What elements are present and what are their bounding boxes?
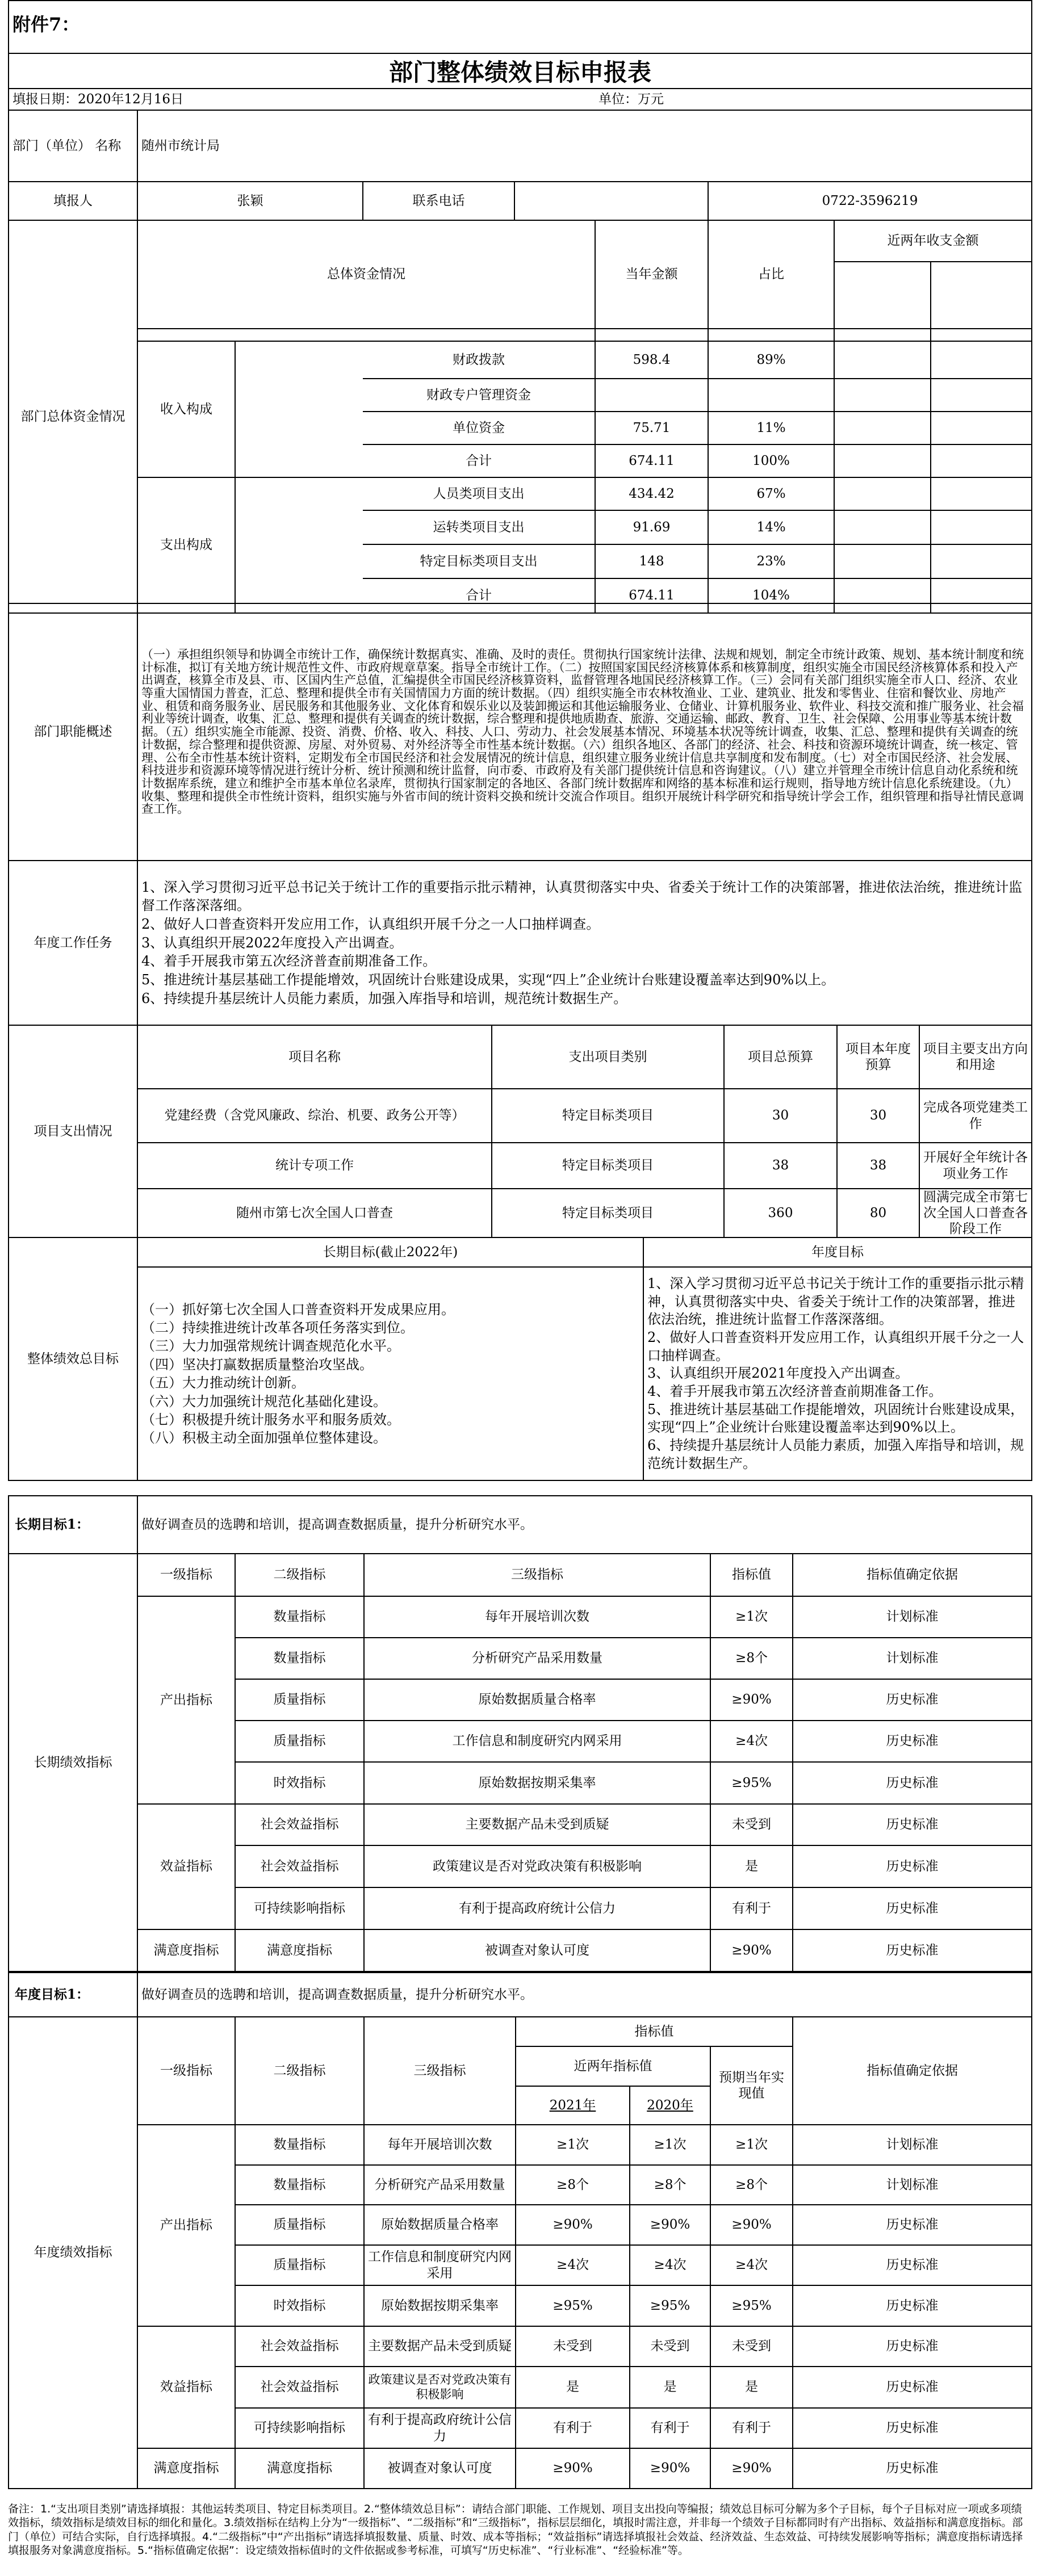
li-value: ≥1次 [710,1596,793,1638]
yi-expected: ≥8个 [710,2165,793,2205]
yi-2021: ≥95% [516,2285,630,2326]
yi-2020: ≥4次 [630,2245,710,2285]
annual-tasks-label: 年度工作任务 [9,861,137,1025]
phone-spacer [514,182,708,220]
li-level2: 数量指标 [235,1638,364,1679]
li-basis: 历史标准 [793,1804,1032,1845]
long-goal-item: （三）大力加强常规统计调查规范化水平。 [141,1338,400,1354]
yi-level2: 数量指标 [235,2165,364,2205]
annual-task-item: 4、着手开展我市第五次经济普查前期准备工作。 [141,953,437,970]
income-2-amount: 75.71 [595,412,708,444]
yi-level3: 工作信息和制度研究内网采用 [364,2245,516,2285]
li-level3: 工作信息和制度研究内网采用 [364,1721,710,1762]
long-goal-item: （六）大力加强统计规范化基础化建设。 [141,1393,387,1409]
col-amount: 当年金额 [595,220,708,329]
year-goal-item: 4、着手开展我市第五次经济普查前期准备工作。 [647,1383,943,1399]
li-value: 是 [710,1845,793,1887]
li-col-level2: 二级指标 [235,1554,364,1596]
project-total: 360 [724,1189,837,1237]
fill-date: 填报日期：2020年12月16日 [9,89,595,110]
li-level3: 原始数据质量合格率 [364,1679,710,1721]
income-0-amount: 598.4 [595,341,708,379]
yi-2020: ≥90% [630,2448,710,2489]
yi-2021: ≥1次 [516,2125,630,2165]
income-0-name: 财政拨款 [363,341,595,379]
li-level2: 社会效益指标 [235,1804,364,1845]
yi-2020: ≥8个 [630,2165,710,2205]
li-level2: 质量指标 [235,1721,364,1762]
li-col-level3: 三级指标 [364,1554,710,1596]
project-use: 圆满完成全市第七次全国人口普查各阶段工作 [919,1189,1032,1237]
col-recent: 近两年收支金额 [834,220,1032,262]
yi-2021: ≥90% [516,2448,630,2489]
functions-text: （一）承担组织领导和协调全市统计工作，确保统计数据真实、准确、及时的责任。贯彻执行国家统计法律、法规和规划，制定全市统计政策、规划、基本统计制度和统计标准，拟订有关地方统计规范性文件、市政府规章草案。指导全市统计工作。（二）按照国家国民经济核算体系和核算制度，组织实施全市国民经济核算体系和投入产出调查，核算全市及县、市、区国内生产总值，汇编提供全市国民经济核算资料，监督管理各地国民经济核算工作。（三）会同有关部门组织实施全市人口、经济、农业等重大国情国力普查，汇总、整理和提供全市有关国情国力方面的统计数据。（四）组织实施全市农林牧渔业、工业、建筑业、批发和零售业、住宿和餐饮业、房地产业、租赁和商务服务业、居民服务和其他服务业、文化体育和娱乐业以及装卸搬运和其他运输服务业、仓储业、计算机服务业、软件业、科技交流和推广服务业、社会福利业等统计调查，收集、汇总、整理和提供有关调查的统计数据，综合整理和提供地质勘查、旅游、交通运输、邮政、教育、卫生、社会保障、公用事业等基本统计数据。（五）组织实施全市能源、投资、消费、价格、收入、科技、人口、劳动力、社会发展基本情况、环境基本状况等统计调查，收集、汇总、整理和提供有关调查的统计数据，综合整理和提供资源、房屋、对外贸易、对外经济等全市性基本统计数据。（六）组织各地区、各部门的经济、社会、科技和资源环境统计调查，统一核定、管理、公布全市性基本统计资料，定期发布全市国民经济和社会发展情况的统计信息，组织建立服务业统计信息共享制度和发布制度。（七）对全市国民经济、社会发展、科技进步和资源环境等情况进行统计分析、统计预测和统计监督，向市委、市政府及有关部门提供统计信息和咨询建议。（八）建立并管理全市统计信息自动化系统和统计数据库系统，建立和维护全市基本单位名录库，贯彻执行国家制定的各地区、各部门统计数据库和网络的基本标准和运行规则，指导地方统计信息化系统建设。（九）收集、整理和提供全市性统计资料，组织实施与外省市间的统计资料交换和统计交流合作项目。组织开展统计科学研究和指导统计学会工作，组织管理和指导社情民意调查工作。 [137,603,1032,861]
yi-2021: ≥8个 [516,2165,630,2205]
li-basis: 历史标准 [793,1887,1032,1929]
year-goal-item: 1、深入学习贯彻习近平总书记关于统计工作的重要指示批示精神，认真贯彻落实中央、省委关于统计工作的决策部署，推进依法治统，推进统计监督工作落深落细。 [647,1275,1024,1328]
li-level3: 主要数据产品未受到质疑 [364,1804,710,1845]
yi-expected: 是 [710,2367,793,2408]
li-level2: 数量指标 [235,1596,364,1638]
yi-level1: 产出指标 [137,2125,235,2326]
li-level3: 每年开展培训次数 [364,1596,710,1638]
yi-expected: ≥1次 [710,2125,793,2165]
long-goal-header: 长期目标(截止2022年) [137,1237,643,1267]
income-1-name: 财政专户管理资金 [363,379,595,412]
li-value: 有利于 [710,1887,793,1929]
yi-col-2020: 2020年 [630,2086,710,2125]
yi-basis: 历史标准 [793,2205,1032,2245]
long-indicator-table [8,1495,1032,1972]
li-basis: 历史标准 [793,1721,1032,1762]
annual-tasks-list [137,861,1032,1025]
li-level2: 可持续影响指标 [235,1887,364,1929]
income-3-ratio: 100% [708,444,834,477]
li-level2: 时效指标 [235,1762,364,1804]
project-type: 特定目标类项目 [492,1089,724,1143]
yi-basis: 历史标准 [793,2245,1032,2285]
li-basis: 历史标准 [793,1845,1032,1887]
yi-2020: 未受到 [630,2326,710,2367]
li-basis: 计划标准 [793,1638,1032,1679]
expense-label: 支出构成 [137,477,235,613]
yi-2020: 是 [630,2367,710,2408]
funds-header: 总体资金情况 [137,220,595,329]
yi-basis: 计划标准 [793,2125,1032,2165]
income-3-name: 合计 [363,444,595,477]
project-year: 30 [837,1089,919,1143]
yi-2020: 有利于 [630,2408,710,2448]
long-goal-item: （一）抓好第七次全国人口普查资料开发成果应用。 [141,1301,455,1318]
col-ratio: 占比 [708,220,834,329]
li-level2: 满意度指标 [235,1929,364,1971]
unit-label: 单位：万元 [595,89,1032,110]
remark-footnote: 备注：1.“支出项目类别”请选择填报：其他运转类项目、特定目标类项目。2.“整体绩效总目标”：请结合部门职能、工作规划、项目支出投向等编报；绩效总目标可分解为多个子目标，每个子目标对应一项或多项绩效指标，绩效指标是绩效目标的细化和量化。3.绩效指标在结构上分为“一级指标”、“二级指标”和“三级指标”，指标层层细化，填报时需注意，并非每一个绩效子目标都同时有产出指标、效益指标和满意度指标。部门（单位）可结合实际，自行选择填报。4.“二级指标”中“产出指标”请选择填报数量、质量、时效、成本等指标；“效益指标”请选择填报社会效益、经济效益、生态效益、可持续发展影响等指标；满意度指标请选择填报服务对象满意度指标。5.“指标值确定依据”：设定绩效指标值时的文件依据或参考标准，可填写“历史标准”、“行业标准”、“经验标准”等。 [8,2503,1023,2557]
annual-task-item: 3、认真组织开展2022年度投入产出调查。 [141,934,403,951]
project-type: 特定目标类项目 [492,1143,724,1189]
funds-gap [137,329,595,341]
income-1-amount [595,379,708,412]
yi-level2: 社会效益指标 [235,2367,364,2408]
overview-table [8,603,1032,1481]
li-value: ≥90% [710,1929,793,1971]
project-name: 统计专项工作 [137,1143,492,1189]
annual-task-item: 2、做好人口普查资料开发应用工作，认真组织开展千分之一人口抽样调查。 [141,916,600,933]
year-indicators-label: 年度绩效指标 [9,2017,137,2489]
project-year: 80 [837,1189,919,1237]
phone-label: 联系电话 [363,182,514,220]
recent-b [931,262,1032,329]
proj-col-name: 项目名称 [137,1025,492,1089]
year-goal-item: 3、认真组织开展2021年度投入产出调查。 [647,1365,909,1382]
yi-2021: 是 [516,2367,630,2408]
recent-a [834,262,931,329]
li-level3: 被调查对象认可度 [364,1929,710,1971]
long-goal-item: （五）大力推动统计创新。 [141,1375,305,1391]
li-basis: 计划标准 [793,1596,1032,1638]
yi-col-level2: 二级指标 [235,2017,364,2125]
yi-level1: 满意度指标 [137,2448,235,2489]
income-2-name: 单位资金 [363,412,595,444]
yi-level3: 被调查对象认可度 [364,2448,516,2489]
yi-basis: 历史标准 [793,2408,1032,2448]
project-year: 38 [837,1143,919,1189]
yi-level2: 可持续影响指标 [235,2408,364,2448]
li-col-value: 指标值 [710,1554,793,1596]
long-goal-item: （二）持续推进统计改革各项任务落实到位。 [141,1319,414,1336]
yi-level2: 时效指标 [235,2285,364,2326]
expense-0-name: 人员类项目支出 [363,477,595,510]
proj-col-type: 支出项目类别 [492,1025,724,1089]
yi-2021: 未受到 [516,2326,630,2367]
expense-2-name: 特定目标类项目支出 [363,544,595,578]
yi-expected: ≥4次 [710,2245,793,2285]
li-value: 未受到 [710,1804,793,1845]
project-type: 特定目标类项目 [492,1189,724,1237]
expense-1-name: 运转类项目支出 [363,510,595,544]
li-level3: 政策建议是否对党政决策有积极影响 [364,1845,710,1887]
long-goal-item: （八）积极主动全面加强单位整体建设。 [141,1430,387,1446]
yi-basis: 历史标准 [793,2285,1032,2326]
li-value: ≥95% [710,1762,793,1804]
proj-col-year: 项目本年度预算 [837,1025,919,1089]
li-col-basis: 指标值确定依据 [793,1554,1032,1596]
projects-label: 项目支出情况 [9,1025,137,1237]
yi-level2: 社会效益指标 [235,2326,364,2367]
yi-basis: 历史标准 [793,2326,1032,2367]
yi-level3: 主要数据产品未受到质疑 [364,2326,516,2367]
attachment-label: 附件7： [9,1,1032,53]
yi-level3: 每年开展培训次数 [364,2125,516,2165]
yi-2020: ≥95% [630,2285,710,2326]
income-2-ratio: 11% [708,412,834,444]
expense-3-name: 合计 [363,578,595,613]
year-goal1-label: 年度目标1： [9,1973,137,2017]
yi-expected: ≥95% [710,2285,793,2326]
yi-col-basis: 指标值确定依据 [793,2017,1032,2125]
yi-expected: ≥90% [710,2205,793,2245]
long-goal-item: （七）积极提升统计服务水平和服务质效。 [141,1411,400,1428]
long-indicators-label: 长期绩效指标 [9,1554,137,1971]
filler-value: 张颖 [137,182,363,220]
year-indicator-table [8,1972,1032,2489]
filler-label: 填报人 [9,182,137,220]
yi-col-level1: 一级指标 [137,2017,235,2125]
yi-level2: 满意度指标 [235,2448,364,2489]
funds-section-label: 部门总体资金情况 [9,220,137,613]
yi-2021: ≥4次 [516,2245,630,2285]
year-goal-list [643,1267,1032,1480]
functions-label: 部门职能概述 [9,603,137,861]
yi-col-recent: 近两年指标值 [516,2046,710,2086]
long-goal-list [137,1267,643,1480]
li-level3: 分析研究产品采用数量 [364,1638,710,1679]
li-level3: 有利于提高政府统计公信力 [364,1887,710,1929]
income-0-ratio: 89% [708,341,834,379]
expense-3-amount: 674.11 [595,578,708,613]
page-title: 部门整体绩效目标申报表 [9,53,1032,89]
yi-level2: 质量指标 [235,2205,364,2245]
li-level3: 原始数据按期采集率 [364,1762,710,1804]
li-level1: 效益指标 [137,1804,235,1929]
yi-2020: ≥90% [630,2205,710,2245]
funds-table [8,0,1032,614]
yi-col-level3: 三级指标 [364,2017,516,2125]
income-1-ratio [708,379,834,412]
yi-level1: 效益指标 [137,2326,235,2448]
li-basis: 历史标准 [793,1679,1032,1721]
project-use: 完成各项党建类工作 [919,1089,1032,1143]
yi-basis: 历史标准 [793,2367,1032,2408]
proj-col-use: 项目主要支出方向和用途 [919,1025,1032,1089]
li-level1: 满意度指标 [137,1929,235,1971]
yi-level3: 原始数据质量合格率 [364,2205,516,2245]
li-level2: 社会效益指标 [235,1845,364,1887]
li-value: ≥8个 [710,1638,793,1679]
project-use: 开展好全年统计各项业务工作 [919,1143,1032,1189]
li-value: ≥4次 [710,1721,793,1762]
year-goal-item: 5、推进统计基层基础工作提能增效，巩固统计台账建设成果，实现“四上”企业统计台账建设覆盖率达到90%以上。 [647,1401,1024,1436]
yi-basis: 历史标准 [793,2448,1032,2489]
project-name: 党建经费（含党风廉政、综治、机要、政务公开等） [137,1089,492,1143]
yi-2021: 有利于 [516,2408,630,2448]
yi-col-value: 指标值 [516,2017,793,2046]
dept-name-value: 随州市统计局 [137,110,1032,182]
yi-col-2021: 2021年 [516,2086,630,2125]
li-level1: 产出指标 [137,1596,235,1804]
yi-basis: 计划标准 [793,2165,1032,2205]
yi-col-expected: 预期当年实现值 [710,2046,793,2125]
dept-name-label: 部门（单位） 名称 [9,110,137,182]
yi-expected: 未受到 [710,2326,793,2367]
annual-task-item: 1、深入学习贯彻习近平总书记关于统计工作的重要指示批示精神，认真贯彻落实中央、省委关于统计工作的决策部署，推进依法治统，推进统计监督工作落深落细。 [141,879,1023,914]
long-goal1-label: 长期目标1： [9,1496,137,1554]
year-goal-header: 年度目标 [643,1237,1032,1267]
li-col-level1: 一级指标 [137,1554,235,1596]
expense-2-amount: 148 [595,544,708,578]
long-goal1-text: 做好调查员的选聘和培训，提高调查数据质量，提升分析研究水平。 [137,1496,1032,1554]
li-level2: 质量指标 [235,1679,364,1721]
yi-2021: ≥90% [516,2205,630,2245]
yi-level3: 分析研究产品采用数量 [364,2165,516,2205]
expense-0-ratio: 67% [708,477,834,510]
expense-1-amount: 91.69 [595,510,708,544]
long-goal-item: （四）坚决打赢数据质量整治攻坚战。 [141,1356,373,1373]
li-basis: 历史标准 [793,1929,1032,1971]
income-3-amount: 674.11 [595,444,708,477]
yi-expected: ≥90% [710,2448,793,2489]
expense-3-ratio: 104% [708,578,834,613]
annual-task-item: 5、推进统计基层基础工作提能增效，巩固统计台账建设成果，实现“四上”企业统计台账建设覆盖率达到90%以上。 [141,971,835,988]
expense-0-amount: 434.42 [595,477,708,510]
phone-value: 0722-3596219 [708,182,1032,220]
li-basis: 历史标准 [793,1762,1032,1804]
proj-col-total: 项目总预算 [724,1025,837,1089]
expense-1-ratio: 14% [708,510,834,544]
overall-goals-label: 整体绩效总目标 [9,1237,137,1480]
year-goal1-text: 做好调查员的选聘和培训，提高调查数据质量，提升分析研究水平。 [137,1973,1032,2017]
yi-level2: 数量指标 [235,2125,364,2165]
year-goal-item: 2、做好人口普查资料开发应用工作，认真组织开展千分之一人口抽样调查。 [647,1329,1024,1363]
year-goal-item: 6、持续提升基层统计人员能力素质，加强入库指导和培训，规范统计数据生产。 [647,1437,1024,1471]
yi-level3: 原始数据按期采集率 [364,2285,516,2326]
yi-level2: 质量指标 [235,2245,364,2285]
li-value: ≥90% [710,1679,793,1721]
yi-level3: 有利于提高政府统计公信力 [364,2408,516,2448]
yi-2020: ≥1次 [630,2125,710,2165]
yi-level3: 政策建议是否对党政决策有积极影响 [364,2367,516,2408]
income-label: 收入构成 [137,341,235,477]
project-name: 随州市第七次全国人口普查 [137,1189,492,1237]
project-total: 30 [724,1089,837,1143]
project-total: 38 [724,1143,837,1189]
annual-task-item: 6、持续提升基层统计人员能力素质，加强入库指导和培训，规范统计数据生产。 [141,990,627,1006]
yi-expected: 有利于 [710,2408,793,2448]
expense-2-ratio: 23% [708,544,834,578]
